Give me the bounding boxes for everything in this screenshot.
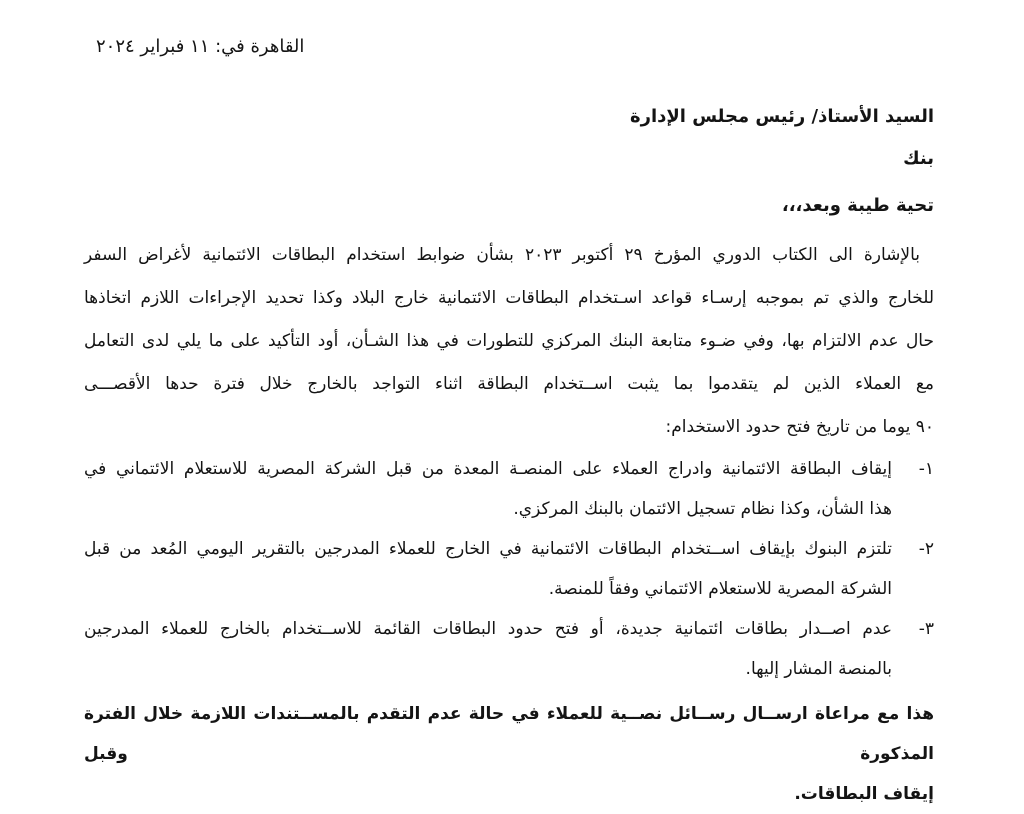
list-item-1-body [84,449,892,529]
closing-paragraph [84,694,934,814]
closing-line-2: إيقاف البطاقات. [794,784,934,804]
intro-line-1: بالإشارة الى الكتاب الدوري المؤرخ ٢٩ أكتوبر ٢٠٢٣ بشأن ضوابط استخدام البطاقات الائتمانية لأغراض السفر [84,245,920,265]
numbered-list [84,449,934,689]
intro-line-5: ٩٠ يوما من تاريخ فتح حدود الاستخدام: [665,417,934,437]
addressee-block [84,0,934,180]
list-item-1-number: ١- [918,459,934,479]
salutation: تحية طيبة وبعد،،، [781,195,934,216]
list-item-2-number: ٢- [918,539,934,559]
addressee-title: السيد الأستاذ/ رئيس مجلس الإدارة [629,106,934,127]
intro-line-2: للخارج والذي تم بموجبه إرسـاء قواعد اسـتخدام البطاقات الائتمانية خارج البلاد وكذا تحديد الإجراءات اللازم اتخاذها [84,288,934,308]
list-item-3-number: ٣- [918,619,934,639]
list-item-3-line-1: عدم اصــدار بطاقات ائتمانية جديدة، أو فتح حدود البطاقات القائمة للاســتخدام بالخارج للعملاء المدرجين [84,619,892,639]
intro-paragraph [84,234,934,449]
intro-line-4: مع العملاء الذين لم يتقدموا بما يثبت اســتخدام البطاقة اثناء التواجد بالخارج خلال فترة حدها الأقصـــى [84,374,934,394]
list-item-1-line-2: هذا الشأن، وكذا نظام تسجيل الائتمان بالبنك المركزي. [513,499,892,519]
list-item-2-line-2: الشركة المصرية للاستعلام الائتماني وفقاً للمنصة. [548,579,892,599]
list-item-3-body [84,609,892,689]
list-item-2-line-1: تلتزم البنوك بإيقاف اســتخدام البطاقات الائتمانية في الخارج للعملاء المدرجين بالتقرير اليومي المُعد من قبل [84,539,892,559]
list-item-2 [84,529,934,609]
list-item-1 [84,449,934,529]
list-item-3 [84,609,934,689]
list-item-3-line-2: بالمنصة المشار إليها. [745,659,892,679]
intro-line-3: حال عدم الالتزام بها، وفي ضـوء متابعة البنك المركزي للتطورات في هذا الشـأن، أود التأكيد على ما يلي لدى التعامل [84,331,934,351]
date-line: القاهرة في: ١١ فبراير ٢٠٢٤ [96,36,305,57]
closing-line-1: هذا مع مراعاة ارســال رســائل نصــية للعملاء في حالة عدم التقدم بالمســتندات اللازمة خلال الفترة المذكورة وقبل [84,704,934,764]
addressee-organization: بنك [903,148,934,169]
list-item-1-line-1: إيقاف البطاقة الائتمانية وادراج العملاء على المنصـة المعدة من قبل الشركة المصرية للاستعلام الائتماني في [84,459,892,479]
list-item-2-body [84,529,892,609]
